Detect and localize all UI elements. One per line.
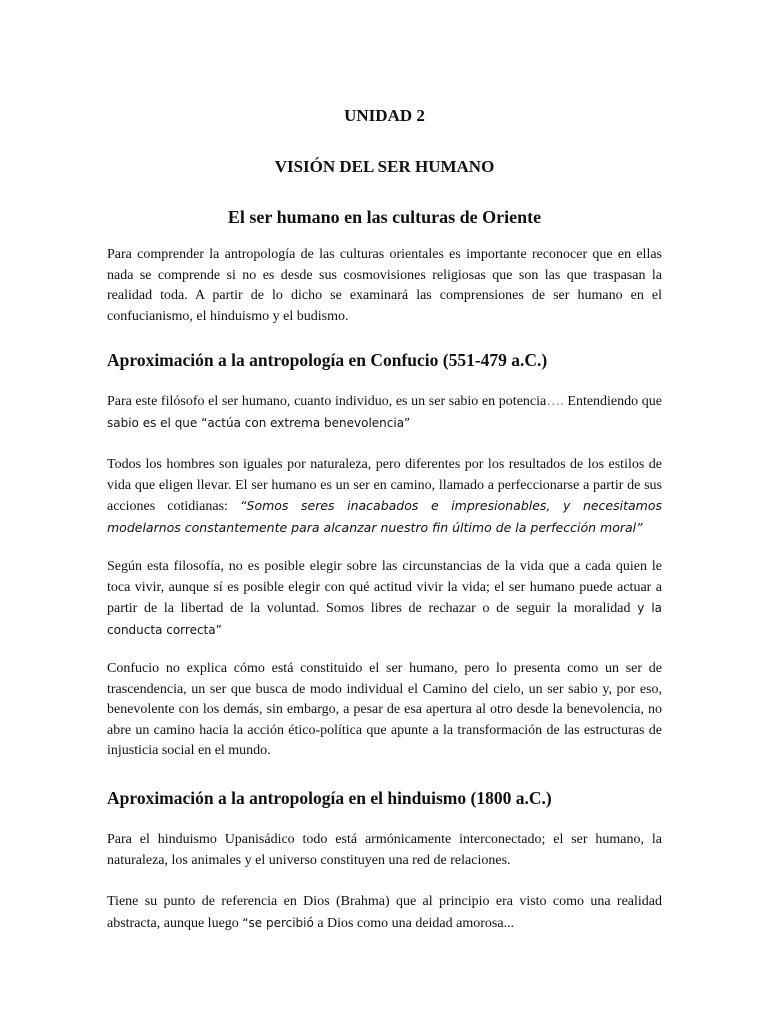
hinduismo-p2-text-c: a Dios como una deidad amorosa... (317, 915, 515, 931)
subtitle: El ser humano en las culturas de Oriente (227, 207, 542, 227)
confucio-p3-text-b: y la conducta correcta” (107, 601, 663, 637)
confucio-p3-text: Según esta filosofía, no es posible elegir sobre las circunstancias de la vida que a cada quien le toca vivir, aunque sí es posible elegir con qué actitud vivir la vida; el ser humano puede actuar a partir de la libertad de la voluntad. Somos libres de rechazar o de seguir la moralidad (107, 559, 662, 617)
confucio-paragraph-3 (107, 557, 662, 641)
intro-paragraph: Para comprender la antropología de las culturas orientales es importante reconocer que en ellas nada se comprende si no es desde sus cosmovisiones religiosas que son las que traspasan la realidad toda. A partir de lo dicho se examinará las comprensiones de ser humano en el confucianismo, el hinduismo y el budismo. (107, 247, 662, 324)
confucio-p2-text: Todos los hombres son iguales por naturaleza, pero diferentes por los resultados de los estilos de vida que eligen llevar. El ser humano es un ser en camino, llamado a perfeccionarse a partir de sus acciones cotidianas: (107, 457, 662, 515)
unit-title: UNIDAD 2 (344, 106, 425, 125)
confucio-paragraph-4: Confucio no explica cómo está constituido el ser humano, pero lo presenta como un ser de trascendencia, un ser que busca de modo individual el Camino del cielo, un ser sabio y, por eso, benevolente con los demás, sin embargo, a pesar de esa apertura al otro desde la benevolencia, no abre un camino hacia la acción ético-política que apunte a la transformación de las estructuras de injusticia social en el mundo. (107, 661, 662, 759)
hinduismo-paragraph-2 (107, 892, 662, 934)
confucio-paragraph-2 (107, 455, 662, 539)
hinduismo-paragraph-1: Para el hinduismo Upanisádico todo está armónicamente interconectado; el ser humano, la naturaleza, los animales y el universo constituyen una red de relaciones. (107, 832, 662, 868)
confucio-p1-text-c: sabio es el que “actúa con extrema benevolencia” (107, 415, 411, 430)
hinduismo-p2-text-b: “se percibió (242, 915, 314, 930)
confucio-p2-quote: “Somos seres inacabados e impresionables, y necesitamos modelarnos constantemente para alcanzar nuestro fin último de la perfección moral” (107, 498, 662, 535)
hinduismo-p2-text: Tiene su punto de referencia en Dios (Brahma) que al principio era visto como una realidad abstracta, aunque luego (107, 894, 662, 931)
confucio-paragraph-1 (107, 392, 662, 434)
confucio-p1-ellipsis: …. (546, 394, 564, 409)
main-title: VISIÓN DEL SER HUMANO (274, 157, 495, 176)
confucio-p1-text-b: Entendiendo que (567, 394, 663, 409)
heading-hinduismo: Aproximación a la antropología en el hinduismo (1800 a.C.) (107, 788, 552, 808)
heading-confucio: Aproximación a la antropología en Confucio (551-479 a.C.) (107, 350, 548, 370)
confucio-p1-text: Para este filósofo el ser humano, cuanto individuo, es un ser sabio en potencia (107, 394, 547, 409)
